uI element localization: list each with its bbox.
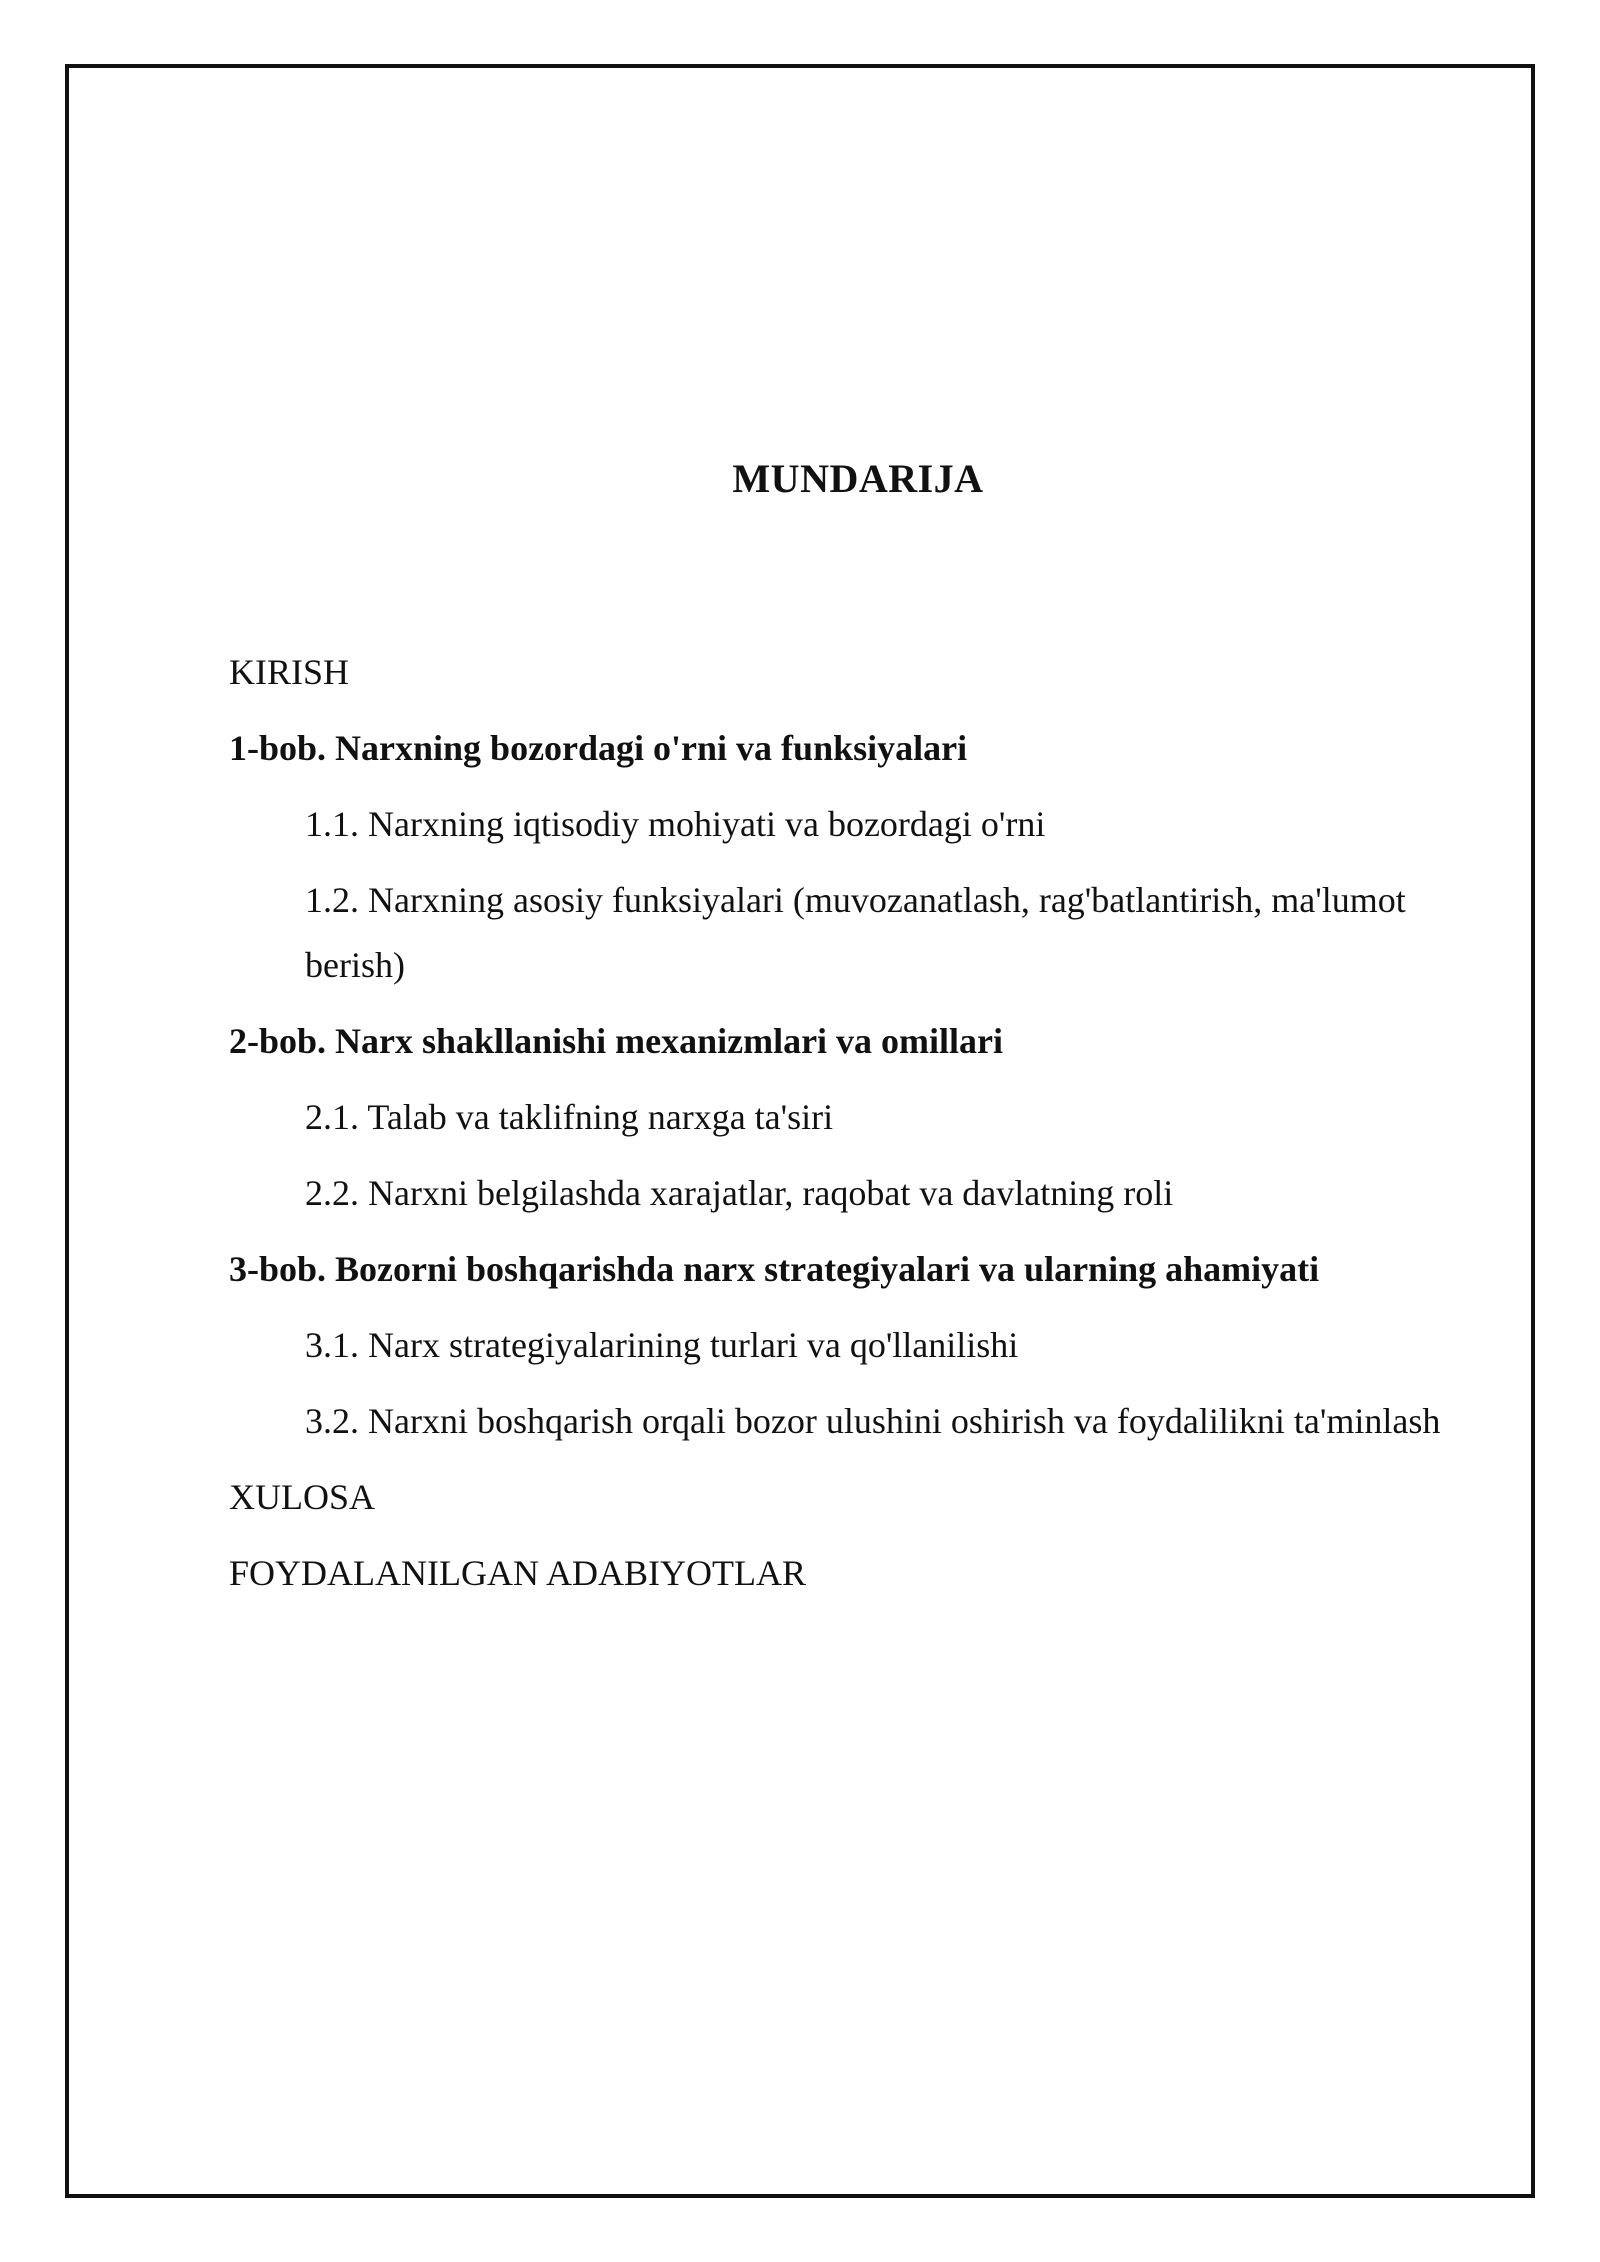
toc-section-2-1: 2.1. Talab va taklifning narxga ta'siri	[305, 1097, 834, 1137]
toc-entry-kirish: KIRISH	[229, 652, 350, 692]
toc-chapter-2: 2-bob. Narx shakllanishi mexanizmlari va omillari	[229, 1021, 1004, 1061]
toc-section-1-2: 1.2. Narxning asosiy funksiyalari (muvozanatlash, rag'batlantirish, ma'lumot berish)	[305, 880, 1406, 985]
toc-entry-xulosa: XULOSA	[229, 1477, 376, 1517]
page-title: MUNDARIJA	[732, 456, 984, 501]
table-of-contents	[229, 640, 1469, 1617]
toc-chapter-3: 3-bob. Bozorni boshqarishda narx strategiyalari va ularning ahamiyati	[229, 1249, 1320, 1289]
toc-section-2-2: 2.2. Narxni belgilashda xarajatlar, raqobat va davlatning roli	[305, 1173, 1174, 1213]
toc-section-3-1: 3.1. Narx strategiyalarining turlari va qo'llanilishi	[305, 1325, 1019, 1365]
toc-entry-adabiyotlar: FOYDALANILGAN ADABIYOTLAR	[229, 1553, 806, 1593]
toc-chapter-1: 1-bob. Narxning bozordagi o'rni va funksiyalari	[229, 728, 968, 768]
toc-section-3-2: 3.2. Narxni boshqarish orqali bozor ulushini oshirish va foydalilikni ta'minlash	[305, 1401, 1441, 1441]
toc-section-1-1: 1.1. Narxning iqtisodiy mohiyati va bozordagi o'rni	[305, 804, 1046, 844]
